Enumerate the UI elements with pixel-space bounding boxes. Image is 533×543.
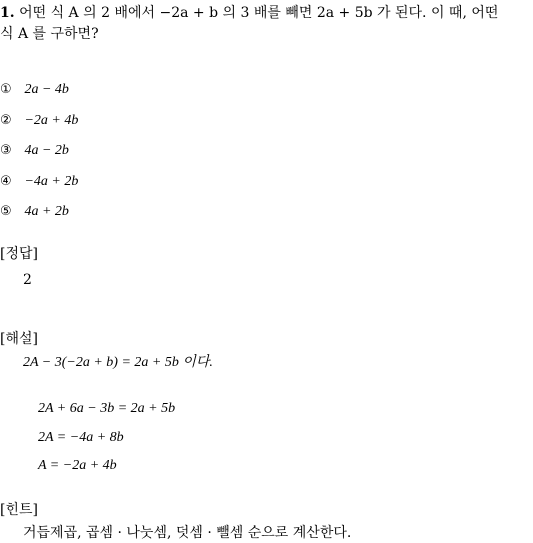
explanation-intro: 2A − 3(−2a + b) = 2a + 5b 이다. <box>23 355 213 370</box>
choice-1-mark: ① <box>0 82 12 97</box>
question-number: 1. <box>0 5 15 21</box>
choice-5-mark: ⑤ <box>0 204 12 219</box>
question-text-1: 어떤 식 A 의 2 배에서 −2a + b 의 3 배를 빼면 2a + 5b 가 된다. 이 때, 어떤 <box>19 5 499 21</box>
question-line-1 <box>0 3 498 23</box>
question-text-2: 식 A 를 구하면? <box>0 26 99 42</box>
explanation-step-3: A = −2a + 4b <box>38 458 117 473</box>
choice-2[interactable] <box>0 110 78 131</box>
choice-3-mark: ③ <box>0 143 12 158</box>
hint-label: [힌트] <box>0 502 38 518</box>
choice-2-expr: −2a + 4b <box>24 113 79 128</box>
explanation-step-1: 2A + 6a − 3b = 2a + 5b <box>38 401 176 416</box>
answer-label: [정답] <box>0 246 38 262</box>
choice-3-expr: 4a − 2b <box>24 143 69 158</box>
choice-5[interactable] <box>0 201 69 222</box>
question-line-2 <box>0 24 99 44</box>
choice-3[interactable] <box>0 140 69 161</box>
choice-2-mark: ② <box>0 113 12 128</box>
choice-4[interactable] <box>0 171 78 192</box>
choice-1-expr: 2a − 4b <box>24 82 69 97</box>
choice-5-expr: 4a + 2b <box>24 204 69 219</box>
explanation-label: [해설] <box>0 331 38 347</box>
choice-4-mark: ④ <box>0 174 12 189</box>
choice-1[interactable] <box>0 79 69 100</box>
hint-text: 거듭제곱, 곱셈 · 나눗셈, 덧셈 · 뺄셈 순으로 계산한다. <box>23 525 352 541</box>
choice-4-expr: −4a + 2b <box>24 174 79 189</box>
explanation-step-2: 2A = −4a + 8b <box>38 430 124 445</box>
answer-value: 2 <box>23 272 32 288</box>
